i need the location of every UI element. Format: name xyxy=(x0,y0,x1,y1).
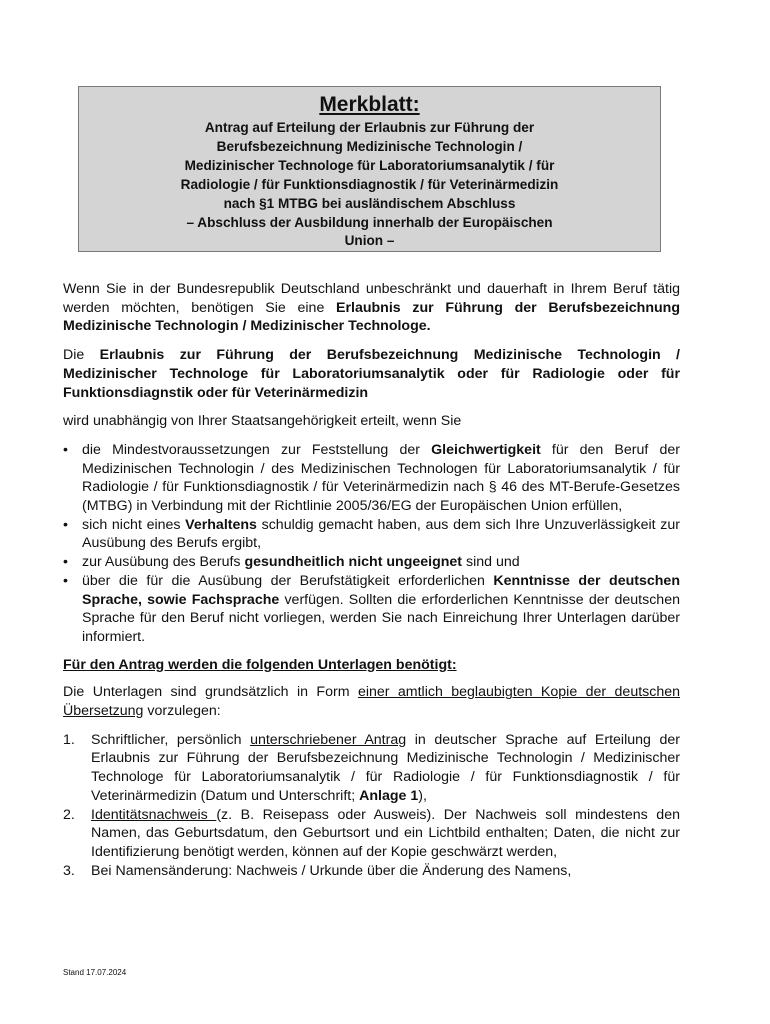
intro-paragraph-3: wird unabhängig von Ihrer Staatsangehörigkeit erteilt, wenn Sie xyxy=(63,413,462,430)
documents-intro-text: vorzulegen: xyxy=(143,703,221,720)
intro-prefix: Die xyxy=(63,347,100,364)
list-item xyxy=(63,516,680,553)
documents-intro-underlined: einer amtlich beglaubigten Kopie der deutschen Übersetzung xyxy=(63,684,681,720)
item-text: sich nicht eines xyxy=(82,516,186,533)
title-line: Antrag auf Erteilung der Erlaubnis zur Führung der xyxy=(204,120,535,135)
item-underlined-text: unterschriebener Antrag xyxy=(250,731,407,748)
documents-intro xyxy=(63,683,680,720)
documents-heading: Für den Antrag werden die folgenden Unterlagen benötigt: xyxy=(63,656,457,673)
item-text: schuldig gemacht haben, aus dem sich Ihre Unzuverlässigkeit zur Ausübung des Berufs ergibt, xyxy=(82,516,680,552)
intro-bold-text: Erlaubnis zur Führung der Berufsbezeichnung Medizinische Technologin / Medizinischer Technologe. xyxy=(63,299,680,335)
list-item xyxy=(63,553,680,572)
item-text: sind und xyxy=(462,554,520,571)
bullet-icon: • xyxy=(63,441,68,458)
item-number: 3. xyxy=(63,862,75,879)
item-text: zur Ausübung des Berufs xyxy=(82,554,245,571)
list-item xyxy=(63,731,680,806)
item-text: die Mindestvoraussetzungen zur Feststellung der xyxy=(82,441,432,458)
title-line: nach §1 MTBG bei ausländischem Abschluss xyxy=(223,195,516,211)
item-text: in deutscher Sprache auf Erteilung der Erlaubnis zur Führung der Berufsbezeichnung Medizinische Technologin / Medizinischer Technologe für Laboratoriumsanalytik / für Radiologie / für Funktionsdiagnostik / für Veterinärmedizin (Datum und Unterschrift; xyxy=(91,731,680,804)
item-number: 1. xyxy=(63,731,75,748)
item-bold-text: Gleichwertigkeit xyxy=(431,441,541,458)
requirements-list xyxy=(63,441,680,647)
item-text: Bei Namensänderung: Nachweis / Urkunde über die Änderung des Namens, xyxy=(91,862,572,879)
bullet-icon: • xyxy=(63,572,68,589)
footer-date: Stand 17.07.2024 xyxy=(63,968,127,977)
item-number: 2. xyxy=(63,806,75,823)
item-text: Schriftlicher, persönlich xyxy=(91,731,251,748)
title-line: Radiologie / für Funktionsdiagnostik / für Veterinärmedizin xyxy=(180,176,559,192)
item-text: verfügen. Sollten die erforderlichen Kenntnisse der deutschen Sprache für den Beruf nicht vorliegen, werden Sie nach Einreichung Ihrer Unterlagen darüber informiert. xyxy=(82,591,680,645)
item-underlined-text: Identitätsnachweis xyxy=(91,806,217,823)
title-line: Union – xyxy=(344,233,395,249)
intro-paragraph-2 xyxy=(63,346,680,402)
item-bold-text: Anlage 1 xyxy=(359,787,419,804)
title-subtitle xyxy=(91,119,648,251)
list-item xyxy=(63,806,680,862)
title-line: Berufsbezeichnung Medizinische Technologin / xyxy=(216,138,523,154)
documents-intro-text: Die Unterlagen sind grundsätzlich in Form xyxy=(63,684,358,701)
documents-list xyxy=(63,731,680,881)
item-text: für den Beruf der Medizinischen Technologin / des Medizinischen Technologen für Laboratoriumsanalytik / für Radiologie / für Funktionsdiagnostik / für Veterinärmedizin nach § 46 des MT-Berufe-Gesetzes (MTBG) in Verbindung mit der Richtlinie 2005/36/EG der Europäischen Union erfüllen, xyxy=(82,441,680,515)
item-text: (z. B. Reisepass oder Ausweis). Der Nachweis soll mindestens den Namen, das Geburtsdatum, den Geburtsort und ein Lichtbild enthalten; Daten, die nicht zur Identifizierung benötigt werden, können auf der Kopie geschwärzt werden, xyxy=(91,806,680,860)
item-text: ), xyxy=(418,787,427,804)
title-heading: Merkblatt: xyxy=(319,93,420,116)
title-line: – Abschluss der Ausbildung innerhalb der Europäischen xyxy=(186,214,553,230)
item-text: über die für die Ausübung der Berufstätigkeit erforderlichen xyxy=(82,572,494,589)
item-bold-text: Verhaltens xyxy=(185,516,257,533)
title-line: Medizinischer Technologe für Laboratoriumsanalytik / für xyxy=(184,157,555,173)
item-bold-text: gesundheitlich nicht ungeeignet xyxy=(244,554,463,571)
bullet-icon: • xyxy=(63,554,68,571)
title-box xyxy=(78,86,661,252)
document-body xyxy=(63,280,680,880)
intro-text: Wenn Sie in der Bundesrepublik Deutschland unbeschränkt und dauerhaft in Ihrem Beruf tätig werden möchten, benötigen Sie eine xyxy=(63,281,680,316)
list-item xyxy=(63,572,680,647)
list-item xyxy=(63,441,680,516)
list-item xyxy=(63,862,680,881)
intro-paragraph-1 xyxy=(63,280,680,336)
bullet-icon: • xyxy=(63,516,68,533)
item-bold-text: Kenntnisse der deutschen Sprache, sowie Fachsprache xyxy=(82,572,680,608)
intro-bold-text: Erlaubnis zur Führung der Berufsbezeichnung Medizinische Technologin / Medizinischer Technologe für Laboratoriumsanalytik oder für Radiologie oder für Funktionsdiagnstik oder für Veterinärmedizin xyxy=(63,347,680,401)
